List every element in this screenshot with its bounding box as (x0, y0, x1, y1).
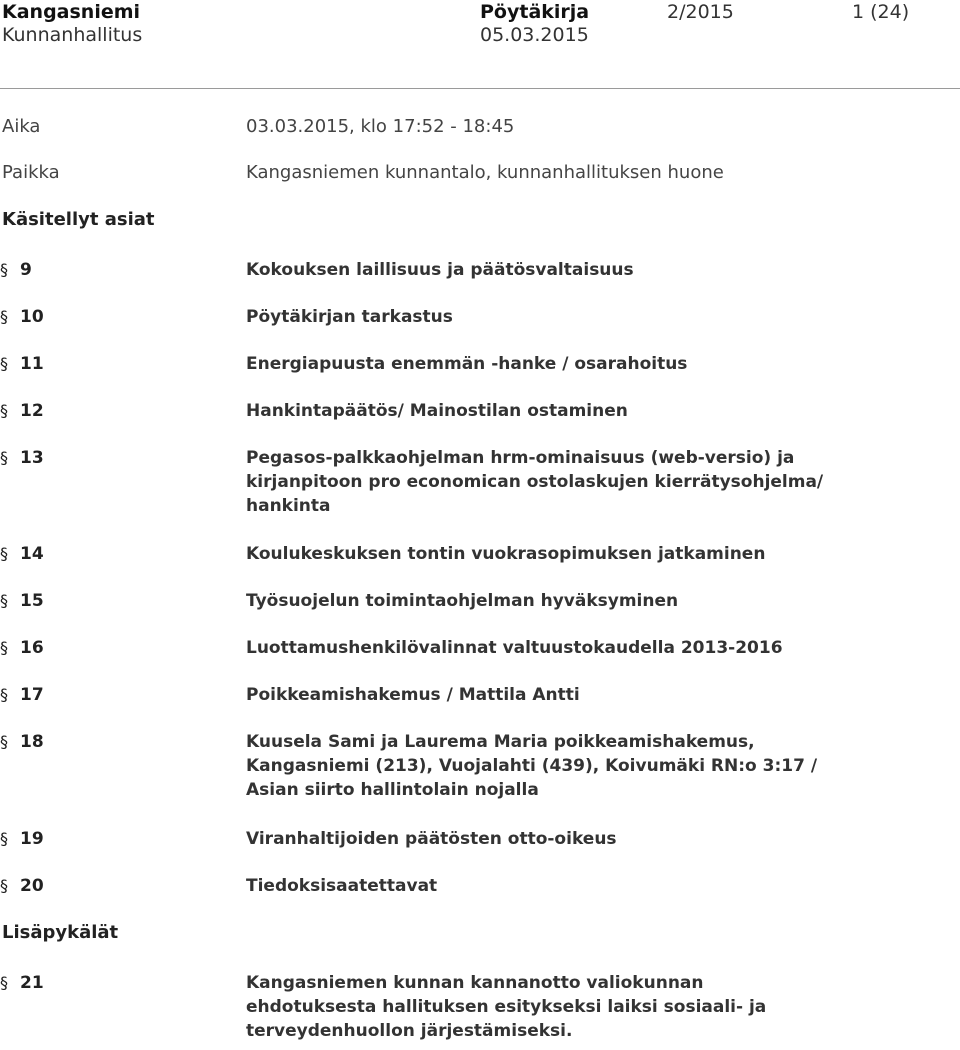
page-number: 1 (24) (852, 1, 910, 23)
item-title: Luottamushenkilövalinnat valtuustokaudella 2013-2016 (246, 638, 783, 658)
item-title: Hankintapäätös/ Mainostilan ostaminen (246, 401, 628, 421)
handled-heading: Käsitellyt asiat (2, 209, 155, 230)
item-title: Tiedoksisaatettavat (246, 876, 438, 896)
section-symbol: § (0, 260, 8, 279)
section-symbol: § (0, 876, 8, 895)
item-number: § 9 (0, 260, 32, 280)
section-symbol: § (0, 401, 8, 420)
section-symbol: § (0, 685, 8, 704)
item-number: § 14 (0, 544, 44, 564)
document-type: Pöytäkirja (480, 1, 590, 23)
item-number: § 20 (0, 876, 44, 896)
time-value: 03.03.2015, klo 17:52 - 18:45 (246, 116, 515, 137)
section-symbol: § (0, 354, 8, 373)
section-symbol: § (0, 544, 8, 563)
section-symbol: § (0, 638, 8, 657)
header-divider (0, 88, 960, 89)
section-symbol: § (0, 829, 8, 848)
item-title: Kangasniemen kunnan kannanotto valiokunnan ehdotuksesta hallituksen esitykseksi laiksi sosiaali- ja terveydenhuollon järjestämiseksi. (246, 973, 767, 1041)
item-title: Pegasos-palkkaohjelman hrm-ominaisuus (web-versio) ja kirjanpitoon pro economican ostolaskujen kierrätysohjelma/ hankinta (246, 448, 824, 516)
item-number: § 21 (0, 973, 44, 993)
item-title: Poikkeamishakemus / Mattila Antti (246, 685, 580, 705)
item-title: Työsuojelun toimintaohjelman hyväksyminen (246, 591, 679, 611)
item-number: § 11 (0, 354, 44, 374)
section-symbol: § (0, 591, 8, 610)
item-number: § 17 (0, 685, 44, 705)
item-title: Koulukeskuksen tontin vuokrasopimuksen jatkaminen (246, 544, 766, 564)
municipality-name: Kangasniemi (2, 1, 141, 23)
item-number: § 10 (0, 307, 44, 327)
item-number: § 19 (0, 829, 44, 849)
place-label: Paikka (2, 162, 60, 183)
item-title: Kuusela Sami ja Laurema Maria poikkeamishakemus, Kangasniemi (213), Vuojalahti (439), Koivumäki RN:o 3:17 / Asian siirto hallintolain nojalla (246, 732, 818, 800)
time-label: Aika (2, 116, 41, 137)
section-symbol: § (0, 307, 8, 326)
item-number: § 18 (0, 732, 44, 752)
section-symbol: § (0, 448, 8, 467)
place-value: Kangasniemen kunnantalo, kunnanhallituksen huone (246, 162, 724, 183)
section-symbol: § (0, 973, 8, 992)
item-title: Pöytäkirjan tarkastus (246, 307, 453, 327)
item-title: Kokouksen laillisuus ja päätösvaltaisuus (246, 260, 634, 280)
item-title: Energiapuusta enemmän -hanke / osarahoitus (246, 354, 688, 374)
governing-body: Kunnanhallitus (2, 24, 143, 46)
item-number: § 16 (0, 638, 44, 658)
section-symbol: § (0, 732, 8, 751)
document-number: 2/2015 (667, 1, 734, 23)
item-number: § 15 (0, 591, 44, 611)
document-date: 05.03.2015 (480, 24, 589, 46)
item-title: Viranhaltijoiden päätösten otto-oikeus (246, 829, 617, 849)
item-number: § 12 (0, 401, 44, 421)
extra-heading: Lisäpykälät (2, 922, 119, 943)
item-number: § 13 (0, 448, 44, 468)
